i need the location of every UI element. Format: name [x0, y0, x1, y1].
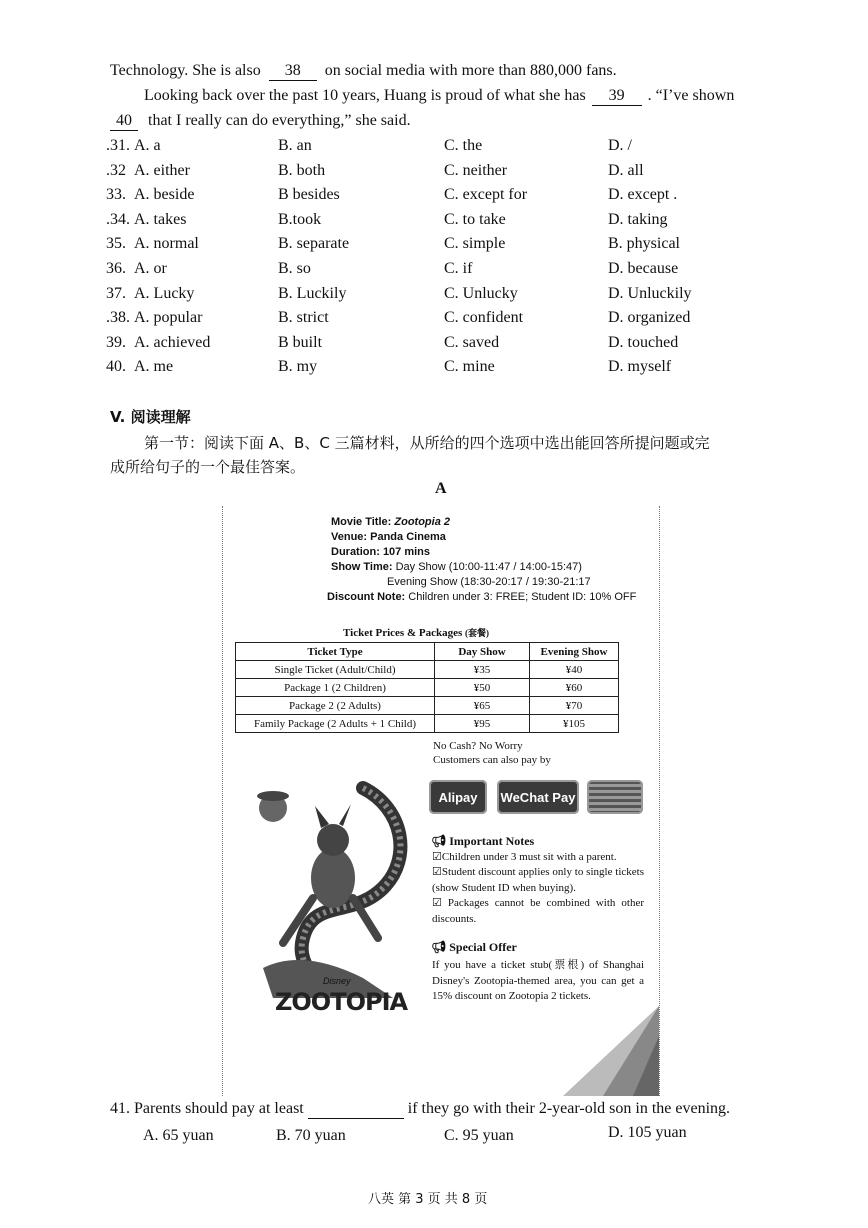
option-d: D. 105 yuan — [608, 1124, 687, 1141]
option-a: A. or — [134, 260, 167, 277]
option-b: B built — [278, 333, 323, 351]
column-header: Evening Show — [530, 643, 619, 661]
question-41 — [110, 1100, 730, 1119]
venue: Venue: Panda Cinema — [331, 531, 446, 543]
option-c: C. to take — [444, 210, 506, 228]
option-c: C. neither — [444, 161, 508, 179]
question-number: .38. — [106, 309, 130, 327]
megaphone-icon: 📢︎ — [431, 834, 447, 848]
show-time-evening: Evening Show (18:30-20:17 / 19:30-21:17 — [387, 576, 591, 588]
movie-poster — [222, 506, 660, 1096]
option-d: D. taking — [608, 210, 668, 228]
passage-line-1 — [110, 62, 617, 81]
question-number: 37. — [106, 284, 126, 302]
table-cell: ¥35 — [435, 661, 530, 679]
blank-39: 39 — [592, 87, 642, 106]
duration: Duration: 107 mins — [331, 546, 431, 558]
option-b: B.took — [278, 210, 322, 228]
zootopia-logo: ZOOTOPIA — [275, 988, 408, 1016]
table-cell: Single Ticket (Adult/Child) — [236, 661, 435, 679]
movie-title: Movie Title: Zootopia 2 — [331, 516, 450, 528]
table-row — [236, 661, 619, 679]
option-d: B. physical — [608, 235, 680, 253]
question-stem: if they go with their 2-year-old son in the evening. — [407, 1100, 731, 1117]
passage-text: Looking back over the past 10 years, Huang is proud of what she has — [144, 87, 586, 104]
option-d: D. myself — [608, 358, 672, 376]
discount-note: Discount Note: Children under 3: FREE; Student ID: 10% OFF — [327, 591, 637, 603]
option-b: B besides — [278, 186, 340, 204]
question-number: .32 — [106, 161, 126, 179]
alipay-logo: Alipay — [429, 780, 487, 814]
table-cell: ¥65 — [435, 697, 530, 715]
option-b: B. my — [278, 358, 318, 376]
section-instruction-line-2: 成所给句子的一个最佳答案。 — [110, 458, 306, 476]
option-b: B. separate — [278, 235, 350, 253]
passage-text: Technology. She is also — [110, 62, 261, 79]
option-a: A. takes — [134, 210, 187, 228]
option-a: A. a — [134, 137, 161, 154]
zootopia-illustration — [243, 768, 423, 1008]
page-footer: 八英 第 3 页 共 8 页 — [368, 1192, 488, 1207]
blank-40: 40 — [110, 112, 138, 131]
option-d: D. all — [608, 161, 644, 179]
passage-text: . “I’ve shown — [647, 87, 735, 104]
table-cell: ¥70 — [530, 697, 619, 715]
option-c: C. 95 yuan — [444, 1127, 514, 1144]
option-b: B. 70 yuan — [276, 1127, 346, 1144]
option-c: C. except for — [444, 186, 528, 204]
option-c: C. saved — [444, 333, 500, 351]
show-time: Show Time: Day Show (10:00-11:47 / 14:00-15:47) — [331, 561, 582, 573]
special-offer-title: 📢︎ Special Offer — [431, 940, 517, 954]
table-cell: ¥40 — [530, 661, 619, 679]
table-cell: ¥105 — [530, 715, 619, 733]
option-a: A. normal — [134, 235, 199, 253]
option-d: D. except . — [608, 186, 678, 204]
section-title: V. 阅读理解 — [110, 408, 191, 426]
table-row — [236, 715, 619, 733]
option-c: C. if — [444, 260, 473, 277]
question-number: 40. — [106, 358, 126, 376]
table-cell: Family Package (2 Adults + 1 Child) — [236, 715, 435, 733]
column-header: Day Show — [435, 643, 530, 661]
question-stem: 41. Parents should pay at least — [110, 1100, 304, 1117]
option-c: C. mine — [444, 358, 495, 376]
option-a: A. me — [134, 358, 174, 376]
table-cell: ¥60 — [530, 679, 619, 697]
passage-text: that I really can do everything,” she said. — [148, 112, 411, 129]
option-b: B. both — [278, 161, 326, 179]
option-d: D. because — [608, 260, 679, 277]
table-cell: Package 1 (2 Children) — [236, 679, 435, 697]
section-instruction-line-1: 第一节：阅读下面 A、B、C 三篇材料，从所给的四个选项中选出能回答所提问题或完 — [144, 434, 710, 452]
table-row — [236, 679, 619, 697]
question-number: 33. — [106, 186, 126, 204]
decorative-corner — [563, 1006, 659, 1096]
option-c: C. simple — [444, 235, 506, 253]
passage-line-2 — [144, 87, 734, 106]
option-b: B. Luckily — [278, 284, 347, 302]
note-item: ☑Student discount applies only to single tickets (show Student ID when buying). — [432, 866, 644, 894]
option-d: D. / — [608, 137, 632, 154]
option-c: C. confident — [444, 309, 524, 327]
note-item: ☑Children under 3 must sit with a parent. — [432, 851, 617, 863]
price-table — [235, 642, 619, 733]
answer-blank — [308, 1100, 404, 1119]
option-a: A. either — [134, 161, 190, 179]
question-number: 39. — [106, 333, 126, 351]
option-b: B. an — [278, 137, 312, 154]
option-b: B. so — [278, 260, 311, 277]
passage-line-3 — [110, 112, 411, 131]
question-number: 35. — [106, 235, 126, 253]
note-item: ☑ Packages cannot be combined with other discounts. — [432, 897, 644, 925]
option-a: A. achieved — [134, 333, 211, 351]
table-cell: ¥95 — [435, 715, 530, 733]
logo-disney: Disney — [323, 976, 351, 986]
option-a: A. beside — [134, 186, 195, 204]
no-cash-text: No Cash? No Worry — [433, 740, 523, 752]
passage-label: A — [435, 480, 447, 497]
wechat-pay-logo: WeChat Pay — [497, 780, 579, 814]
passage-text: on social media with more than 880,000 fans. — [324, 62, 617, 79]
option-c: C. the — [444, 137, 483, 154]
column-header: Ticket Type — [236, 643, 435, 661]
pay-text: Customers can also pay by — [433, 754, 551, 766]
unionpay-logo — [587, 780, 643, 814]
price-table-header — [236, 643, 619, 661]
option-a: A. Lucky — [134, 284, 195, 302]
option-a: A. popular — [134, 309, 203, 327]
option-c: C. Unlucky — [444, 284, 518, 302]
option-d: D. Unluckily — [608, 284, 692, 302]
question-number: .34. — [106, 210, 130, 228]
table-row — [236, 697, 619, 715]
question-number: 36. — [106, 260, 126, 277]
question-number: .31. — [106, 137, 130, 154]
table-cell: ¥50 — [435, 679, 530, 697]
option-d: D. organized — [608, 309, 691, 327]
special-offer-text: If you have a ticket stub(票根) of Shanghai Disney's Zootopia-themed area, you can get a 15% discount on Zootopia 2 tickets. — [432, 959, 644, 1002]
megaphone-icon: 📢︎ — [431, 940, 447, 954]
option-d: D. touched — [608, 333, 679, 351]
prices-title: Ticket Prices & Packages (套餐) — [343, 627, 489, 639]
blank-38: 38 — [269, 62, 317, 81]
important-notes-title: 📢︎ Important Notes — [431, 834, 535, 848]
option-b: B. strict — [278, 309, 329, 327]
table-cell: Package 2 (2 Adults) — [236, 697, 435, 715]
option-a: A. 65 yuan — [143, 1127, 214, 1144]
